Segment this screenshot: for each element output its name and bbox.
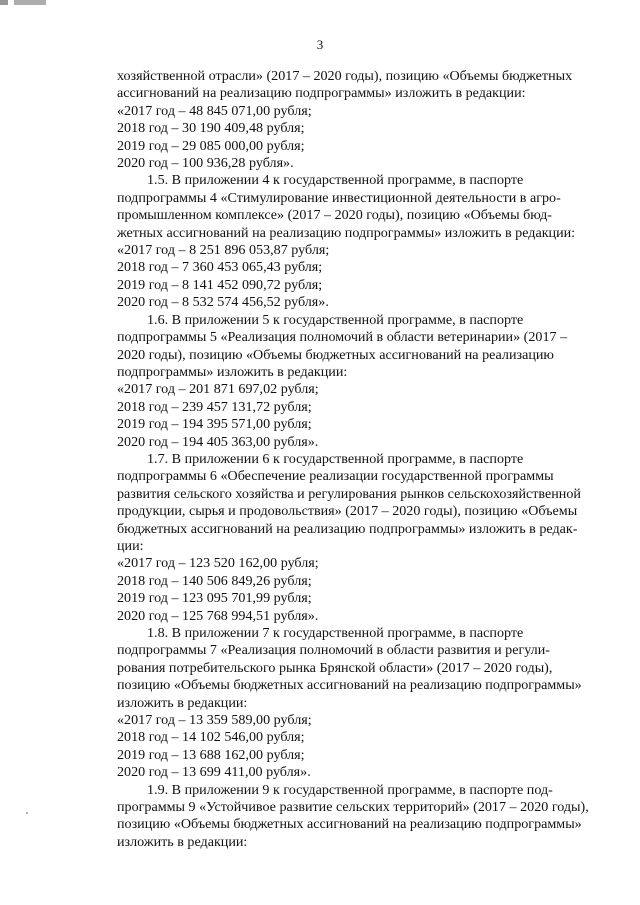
paragraph-line: промышленном комплексе» (2017 – 2020 годы), позицию «Объемы бюд- [117, 207, 552, 224]
paragraph-line: развития сельского хозяйства и регулирования рынков сельскохозяйственной [117, 485, 581, 502]
year-line: 2018 год – 140 506 849,26 рубля; [117, 572, 312, 589]
paragraph-line: подпрограммы» изложить в редакции: [117, 363, 348, 380]
year-line: «2017 год – 123 520 162,00 рубля; [117, 555, 319, 572]
paragraph-line: ции: [117, 537, 144, 554]
paragraph-line: жетных ассигнований на реализацию подпрограммы» изложить в редакции: [117, 224, 576, 241]
paragraph-line: продукции, сырья и продовольствия» (2017 – 2020 годы), позицию «Объемы [117, 503, 578, 520]
scan-speck [26, 812, 28, 814]
year-line: «2017 год – 48 845 071,00 рубля; [117, 102, 312, 119]
page-number: 3 [316, 37, 324, 52]
intro-block [117, 68, 611, 172]
paragraph-line: ассигнований на реализацию подпрограммы» изложить в редакции: [117, 85, 526, 102]
document-body [117, 68, 611, 851]
year-line: 2020 год – 125 768 994,51 рубля». [117, 607, 319, 624]
section-1-6 [117, 312, 611, 451]
paragraph-line: программы 9 «Устойчивое развитие сельских территорий» (2017 – 2020 годы), [117, 799, 589, 816]
paragraph-line: подпрограммы 4 «Стимулирование инвестиционной деятельности в агро- [117, 189, 561, 206]
paragraph-line: хозяйственной отрасли» (2017 – 2020 годы), позицию «Объемы бюджетных [117, 68, 573, 84]
year-line: 2019 год – 194 395 571,00 рубля; [117, 416, 312, 433]
paragraph-line: позицию «Объемы бюджетных ассигнований на реализацию подпрограммы» [117, 677, 582, 694]
paragraph-line: изложить в редакции: [117, 694, 248, 711]
paragraph-line: 1.7. В приложении 6 к государственной программе, в паспорте [147, 450, 524, 467]
year-line: «2017 год – 201 871 697,02 рубля; [117, 381, 319, 398]
year-line: 2020 год – 8 532 574 456,52 рубля». [117, 294, 329, 311]
year-line: 2020 год – 100 936,28 рубля». [117, 155, 294, 172]
section-1-5 [117, 172, 611, 311]
year-line: 2018 год – 239 457 131,72 рубля; [117, 398, 312, 415]
year-line: «2017 год – 13 359 589,00 рубля; [117, 712, 312, 729]
year-line: 2020 год – 194 405 363,00 рубля». [117, 433, 319, 450]
paragraph-line: 1.8. В приложении 7 к государственной программе, в паспорте [147, 625, 524, 641]
scan-artifact [0, 0, 58, 5]
paragraph-line: 2020 годы), позицию «Объемы бюджетных ассигнований на реализацию [117, 346, 554, 363]
paragraph-line: 1.6. В приложении 5 к государственной программе, в паспорте [147, 311, 524, 328]
year-line: 2018 год – 7 360 453 065,43 рубля; [117, 259, 323, 276]
paragraph-line: подпрограммы 5 «Реализация полномочий в области ветеринарии» (2017 – [117, 329, 568, 346]
year-line: 2019 год – 8 141 452 090,72 рубля; [117, 276, 323, 293]
year-line: 2018 год – 30 190 409,48 рубля; [117, 120, 305, 137]
section-1-8 [117, 625, 611, 782]
year-line: 2019 год – 13 688 162,00 рубля; [117, 746, 305, 763]
paragraph-line: позицию «Объемы бюджетных ассигнований на реализацию подпрограммы» [117, 816, 582, 833]
section-1-7 [117, 451, 611, 625]
year-line: «2017 год – 8 251 896 053,87 рубля; [117, 242, 330, 259]
section-1-9 [117, 782, 611, 852]
paragraph-line: 1.9. В приложении 9 к государственной программе, в паспорте под- [147, 781, 553, 798]
year-line: 2018 год – 14 102 546,00 рубля; [117, 729, 305, 746]
paragraph-line: рования потребительского рынка Брянской области» (2017 – 2020 годы), [117, 659, 553, 676]
paragraph-line: подпрограммы 7 «Реализация полномочий в области развития и регули- [117, 642, 550, 659]
paragraph-line: подпрограммы 6 «Обеспечение реализации государственной программы [117, 468, 554, 485]
year-line: 2019 год – 123 095 701,99 рубля; [117, 590, 312, 607]
year-line: 2020 год – 13 699 411,00 рубля». [117, 764, 311, 781]
year-line: 2019 год – 29 085 000,00 рубля; [117, 137, 305, 154]
paragraph-line: бюджетных ассигнований на реализацию подпрограммы» изложить в редак- [117, 520, 578, 537]
paragraph-line: 1.5. В приложении 4 к государственной программе, в паспорте [147, 172, 524, 189]
paragraph-line: изложить в редакции: [117, 833, 248, 850]
